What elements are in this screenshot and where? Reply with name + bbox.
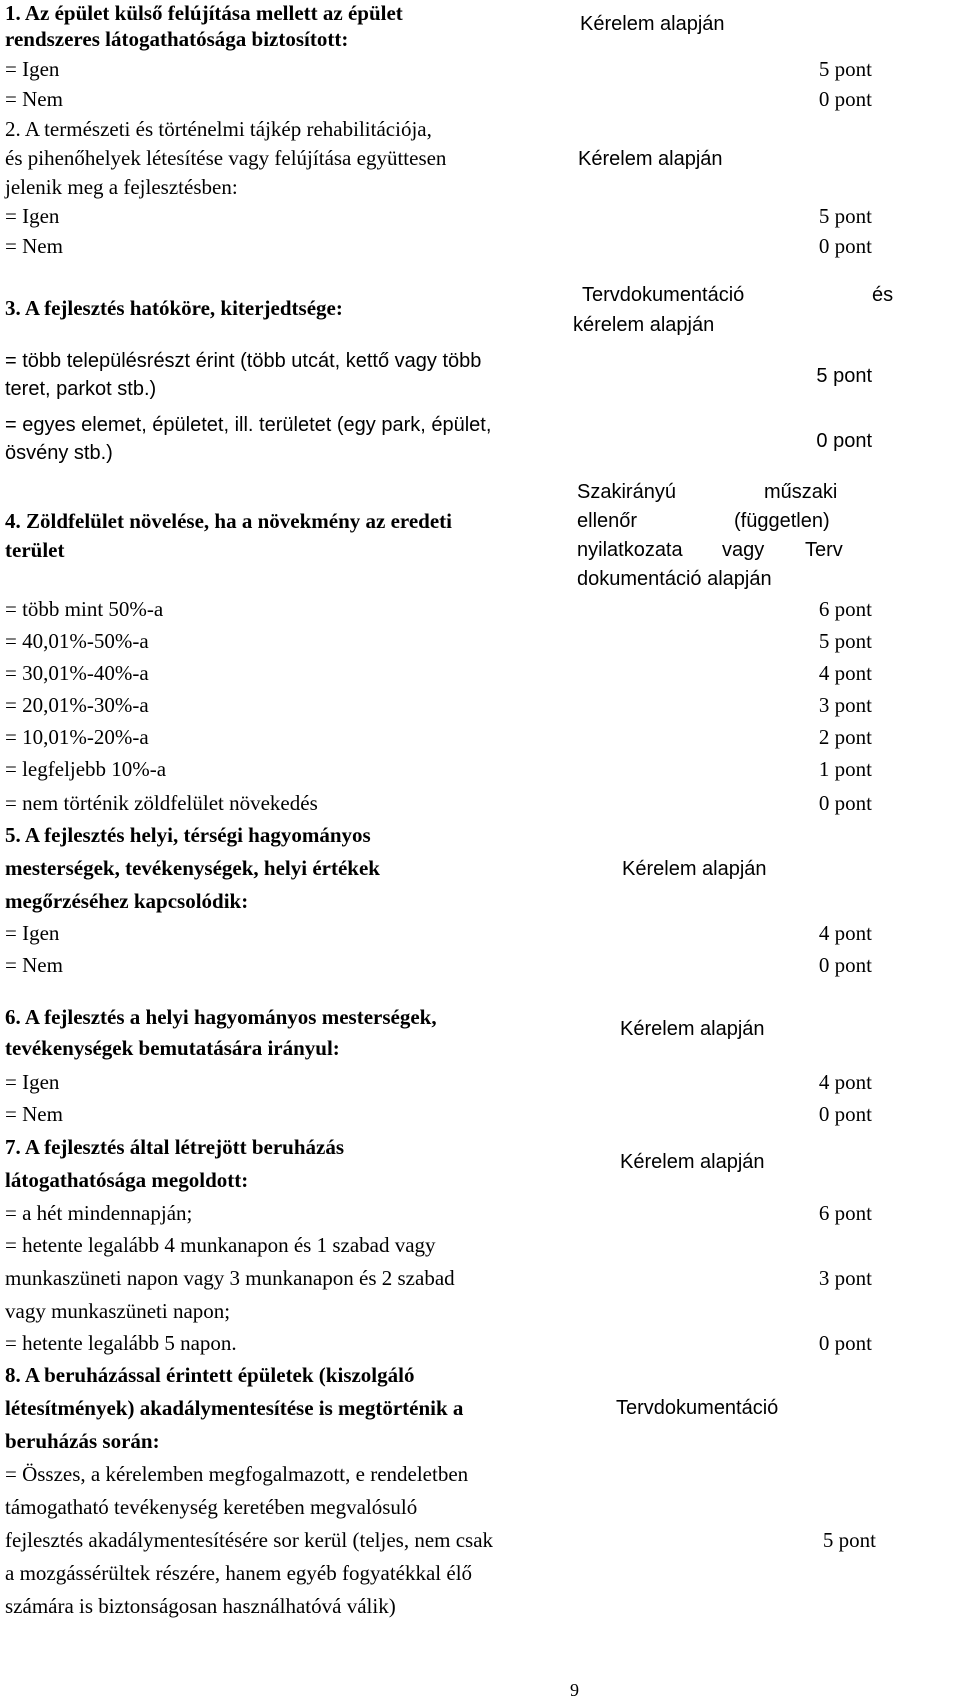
criterion-6-basis: Kérelem alapján bbox=[620, 1018, 765, 1040]
criterion-3-option-2-line-1: = egyes elemet, épületet, ill. területet (egy park, épület, bbox=[5, 414, 492, 436]
criterion-6-option-2: = Nem bbox=[5, 1102, 63, 1126]
criterion-4-basis-w4: (független) bbox=[734, 510, 830, 532]
criterion-5-heading-line-2: mesterségek, tevékenységek, helyi értékek bbox=[5, 856, 380, 880]
criterion-3-option-2-line-2: ösvény stb.) bbox=[5, 442, 113, 464]
criterion-1-option-1: = Igen bbox=[5, 57, 60, 81]
criterion-3-option-1-line-1: = több településrészt érint (több utcát, kettő vagy több bbox=[5, 350, 482, 372]
criterion-4-basis-w1: Szakirányú bbox=[577, 481, 676, 503]
criterion-8-option-1-points: 5 pont bbox=[822, 1528, 876, 1552]
criterion-8-heading-line-1: 8. A beruházással érintett épületek (kiszolgáló bbox=[5, 1363, 415, 1387]
criterion-2-heading-line-2: és pihenőhelyek létesítése vagy felújítása együttesen bbox=[5, 146, 447, 170]
criterion-4-heading-line-1: 4. Zöldfelület növelése, ha a növekmény az eredeti bbox=[5, 509, 452, 533]
criterion-8-option-1-line-3: fejlesztés akadálymentesítésére sor kerül (teljes, nem csak bbox=[5, 1528, 494, 1552]
criterion-4-option-3: = 30,01%-40%-a bbox=[5, 661, 149, 685]
criterion-4-option-6: = legfeljebb 10%-a bbox=[5, 757, 167, 781]
criterion-6-heading-line-2: tevékenységek bemutatására irányul: bbox=[5, 1036, 340, 1060]
criterion-2-heading-line-1: 2. A természeti és történelmi tájkép rehabilitációja, bbox=[5, 117, 432, 141]
criterion-4-option-1: = több mint 50%-a bbox=[5, 597, 164, 621]
criterion-2-option-1: = Igen bbox=[5, 204, 60, 228]
criterion-7-option-3: = hetente legalább 5 napon. bbox=[5, 1331, 237, 1355]
criterion-8-basis: Tervdokumentáció bbox=[616, 1397, 779, 1419]
criterion-2-option-2: = Nem bbox=[5, 234, 63, 258]
criterion-3-heading: 3. A fejlesztés hatóköre, kiterjedtsége: bbox=[5, 296, 343, 320]
criterion-6-option-2-points: 0 pont bbox=[818, 1102, 872, 1126]
criterion-7-option-1: = a hét mindennapján; bbox=[5, 1201, 193, 1225]
criterion-5-heading-line-1: 5. A fejlesztés helyi, térségi hagyományos bbox=[5, 823, 371, 847]
criterion-1-option-2: = Nem bbox=[5, 87, 63, 111]
criterion-8-option-1-line-5: számára is biztonságosan használhatóvá válik) bbox=[5, 1594, 396, 1618]
criterion-6-option-1-points: 4 pont bbox=[818, 1070, 872, 1094]
criterion-4-option-7-points: 0 pont bbox=[818, 791, 872, 815]
criterion-4-option-7: = nem történik zöldfelület növekedés bbox=[5, 791, 318, 815]
criterion-4-basis-w3: ellenőr bbox=[577, 510, 638, 532]
criterion-1-heading-line-2: rendszeres látogathatósága biztosított: bbox=[5, 27, 349, 51]
criterion-8-option-1-line-1: = Összes, a kérelemben megfogalmazott, e rendeletben bbox=[5, 1462, 469, 1486]
criterion-4-option-1-points: 6 pont bbox=[818, 597, 872, 621]
criterion-4-basis-w8: dokumentáció alapján bbox=[577, 568, 772, 590]
criterion-2-heading-line-3: jelenik meg a fejlesztésben: bbox=[5, 175, 238, 199]
criterion-3-basis-line-2: kérelem alapján bbox=[573, 314, 715, 336]
criterion-2-basis: Kérelem alapján bbox=[578, 148, 723, 170]
criterion-8-heading-line-3: beruházás során: bbox=[5, 1429, 160, 1453]
criterion-8-option-1-line-4: a mozgássérültek részére, hanem egyéb fogyatékkal élő bbox=[5, 1561, 473, 1585]
criterion-7-option-2-line-1: = hetente legalább 4 munkanapon és 1 szabad vagy bbox=[5, 1233, 436, 1257]
criterion-3-basis-line-1: Tervdokumentáció bbox=[582, 284, 745, 306]
criterion-4-basis-w2: műszaki bbox=[764, 481, 838, 503]
criterion-3-option-1-line-2: teret, parkot stb.) bbox=[5, 378, 157, 400]
criterion-7-option-2-line-2: munkaszüneti napon vagy 3 munkanapon és 2 szabad bbox=[5, 1266, 455, 1290]
criterion-3-option-2-points: 0 pont bbox=[816, 430, 872, 452]
criterion-6-heading-line-1: 6. A fejlesztés a helyi hagyományos mesterségek, bbox=[5, 1005, 437, 1029]
criterion-4-option-4: = 20,01%-30%-a bbox=[5, 693, 149, 717]
criterion-4-option-2-points: 5 pont bbox=[818, 629, 872, 653]
criterion-4-heading-line-2: terület bbox=[5, 538, 65, 562]
criterion-5-option-2: = Nem bbox=[5, 953, 63, 977]
criterion-4-option-5: = 10,01%-20%-a bbox=[5, 725, 149, 749]
criterion-5-option-1-points: 4 pont bbox=[818, 921, 872, 945]
criterion-3-basis-word-es: és bbox=[872, 284, 894, 306]
criterion-5-option-2-points: 0 pont bbox=[818, 953, 872, 977]
criterion-4-option-6-points: 1 pont bbox=[818, 757, 872, 781]
criterion-2-option-1-points: 5 pont bbox=[818, 204, 872, 228]
criterion-7-heading-line-2: látogathatósága megoldott: bbox=[5, 1168, 249, 1192]
criterion-5-heading-line-3: megőrzéséhez kapcsolódik: bbox=[5, 889, 249, 913]
criterion-7-option-1-points: 6 pont bbox=[818, 1201, 872, 1225]
criterion-7-option-2-line-3: vagy munkaszüneti napon; bbox=[5, 1299, 231, 1323]
criterion-4-option-4-points: 3 pont bbox=[818, 693, 872, 717]
criterion-4-basis-w5: nyilatkozata bbox=[577, 539, 683, 561]
criterion-7-basis: Kérelem alapján bbox=[620, 1151, 765, 1173]
criterion-1-option-2-points: 0 pont bbox=[818, 87, 872, 111]
criterion-1-basis: Kérelem alapján bbox=[580, 13, 725, 35]
criterion-8-option-1-line-2: támogatható tevékenység keretében megvalósuló bbox=[5, 1495, 418, 1519]
criterion-4-option-3-points: 4 pont bbox=[818, 661, 872, 685]
criterion-7-option-2-points: 3 pont bbox=[818, 1266, 872, 1290]
criterion-4-basis-w6: vagy bbox=[722, 539, 765, 561]
criterion-4-option-2: = 40,01%-50%-a bbox=[5, 629, 149, 653]
criterion-1-option-1-points: 5 pont bbox=[818, 57, 872, 81]
criterion-4-basis-w7: Terv bbox=[805, 539, 843, 561]
criterion-6-option-1: = Igen bbox=[5, 1070, 60, 1094]
criterion-7-option-3-points: 0 pont bbox=[818, 1331, 872, 1355]
criterion-3-option-1-points: 5 pont bbox=[816, 365, 872, 387]
criterion-2-option-2-points: 0 pont bbox=[818, 234, 872, 258]
page-number: 9 bbox=[570, 1680, 579, 1700]
criterion-8-heading-line-2: létesítmények) akadálymentesítése is megtörténik a bbox=[5, 1396, 464, 1420]
criterion-5-option-1: = Igen bbox=[5, 921, 60, 945]
criterion-1-heading-line-1: 1. Az épület külső felújítása mellett az épület bbox=[5, 1, 403, 25]
criterion-5-basis: Kérelem alapján bbox=[622, 858, 767, 880]
criterion-4-option-5-points: 2 pont bbox=[818, 725, 872, 749]
criterion-7-heading-line-1: 7. A fejlesztés által létrejött beruházás bbox=[5, 1135, 345, 1159]
